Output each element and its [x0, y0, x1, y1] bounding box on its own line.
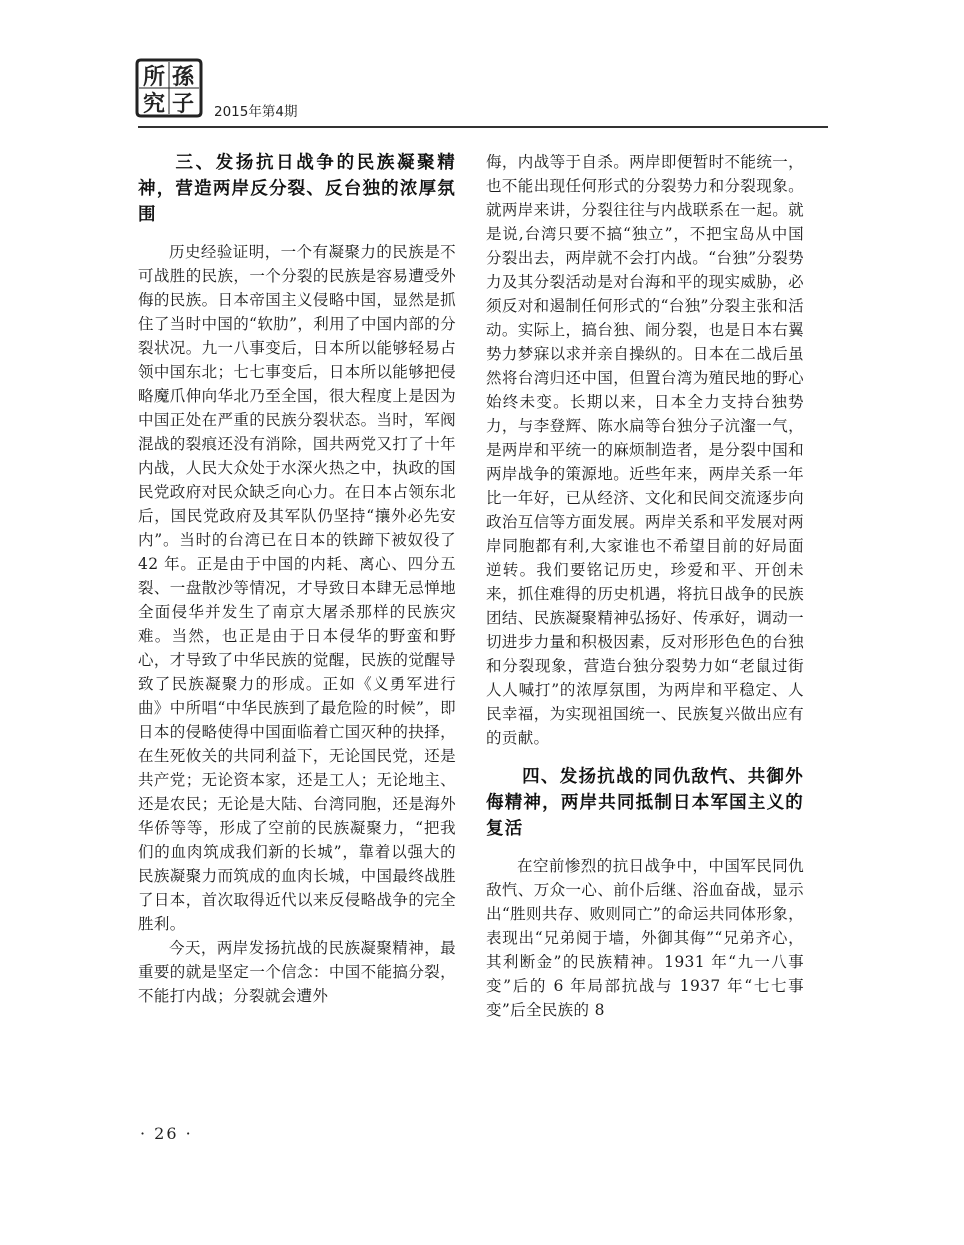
svg-text:子: 子	[172, 91, 195, 117]
svg-text:孫: 孫	[172, 64, 195, 90]
issue-label: 2015年第4期	[214, 104, 298, 120]
svg-text:所: 所	[143, 64, 166, 90]
page-number: · 26 ·	[140, 1124, 193, 1143]
section-heading-four	[486, 764, 804, 842]
right-column	[486, 150, 804, 1022]
paragraph: 今天，两岸发扬抗战的民族凝聚精神，最重要的就是坚定一个信念：中国不能搞分裂，不能打内战；分裂就会遭外	[138, 939, 456, 1005]
page-header	[0, 0, 964, 140]
paragraph: 在空前惨烈的抗日战争中，中国军民同仇敌忾、万众一心、前仆后继、浴血奋战，显示出“胜则共存、败则同亡”的命运共同体形象，表现出“兄弟阋于墙，外御其侮”“兄弟齐心，其利断金”的民族精神。1931 年“九一八事变”后的 6 年局部抗战与 1937 年“七七事变”后全民族的 8	[486, 857, 804, 1019]
left-column	[138, 150, 456, 1008]
paragraph: 历史经验证明，一个有凝聚力的民族是不可战胜的民族，一个分裂的民族是容易遭受外侮的民族。日本帝国主义侵略中国，显然是抓住了当时中国的“软肋”，利用了中国内部的分裂状况。九一八事变后，日本所以能够轻易占领中国东北；七七事变后，日本所以能够把侵略魔爪伸向华北乃至全国，很大程度上是因为中国正处在严重的民族分裂状态。当时，军阀混战的裂痕还没有消除，国共两党又打了十年内战，人民大众处于水深火热之中，执政的国民党政府对民众缺乏向心力。在日本占领东北后，国民党政府及其军队仍坚持“攘外必先安内”。当时的台湾已在日本的铁蹄下被奴役了 42 年。正是由于中国的内耗、离心、四分五裂、一盘散沙等情况，才导致日本肆无忌惮地全面侵华并发生了南京大屠杀那样的民族灾难。当然，也正是由于日本侵华的野蛮和野心，才导致了中华民族的觉醒，民族的觉醒导致了民族凝聚力的形成。正如《义勇军进行曲》中所唱“中华民族到了最危险的时候”，即日本的侵略使得中国面临着亡国灭种的抉择，在生死攸关的共同利益下，无论国民党，还是共产党；无论资本家，还是工人；无论地主、还是农民；无论是大陆、台湾同胞，还是海外华侨等等，形成了空前的民族凝聚力，“把我们的血肉筑成我们新的长城”，靠着以强大的民族凝聚力而筑成的血肉长城，中国最终战胜了日本，首次取得近代以来反侵略战争的完全胜利。	[138, 243, 456, 933]
journal-logo-seal-icon	[135, 56, 203, 120]
journal-logo	[135, 56, 203, 120]
header-divider	[138, 126, 828, 128]
section-heading-three-text: 三、发扬抗日战争的民族凝聚精神，营造两岸反分裂、反台独的浓厚氛围	[138, 153, 456, 225]
svg-text:究: 究	[143, 91, 166, 117]
section-heading-four-text: 四、发扬抗战的同仇敌忾、共御外侮精神，两岸共同抵制日本军国主义的复活	[486, 767, 804, 839]
section-heading-three	[138, 150, 456, 228]
paragraph-continuation: 侮，内战等于自杀。两岸即便暂时不能统一，也不能出现任何形式的分裂势力和分裂现象。就两岸来讲，分裂往往与内战联系在一起。就是说,台湾只要不搞“独立”，不把宝岛从中国分裂出去，两岸就不会打内战。“台独”分裂势力及其分裂活动是对台海和平的现实威胁，必须反对和遏制任何形式的“台独”分裂主张和活动。实际上，搞台独、闹分裂，也是日本右翼势力梦寐以求并亲自操纵的。日本在二战后虽然将台湾归还中国，但置台湾为殖民地的野心始终未变。长期以来，日本全力支持台独势力，与李登辉、陈水扁等台独分子沆瀣一气，是两岸和平统一的麻烦制造者，是分裂中国和两岸战争的策源地。近些年来，两岸关系一年比一年好，已从经济、文化和民间交流逐步向政治互信等方面发展。两岸关系和平发展对两岸同胞都有利,大家谁也不希望目前的好局面逆转。我们要铭记历史，珍爱和平、开创未来，抓住难得的历史机遇，将抗日战争的民族团结、民族凝聚精神弘扬好、传承好，调动一切进步力量和积极因素，反对形形色色的台独和分裂现象，营造台独分裂势力如“老鼠过街人人喊打”的浓厚氛围，为两岸和平稳定、人民幸福，为实现祖国统一、民族复兴做出应有的贡献。	[486, 153, 804, 747]
